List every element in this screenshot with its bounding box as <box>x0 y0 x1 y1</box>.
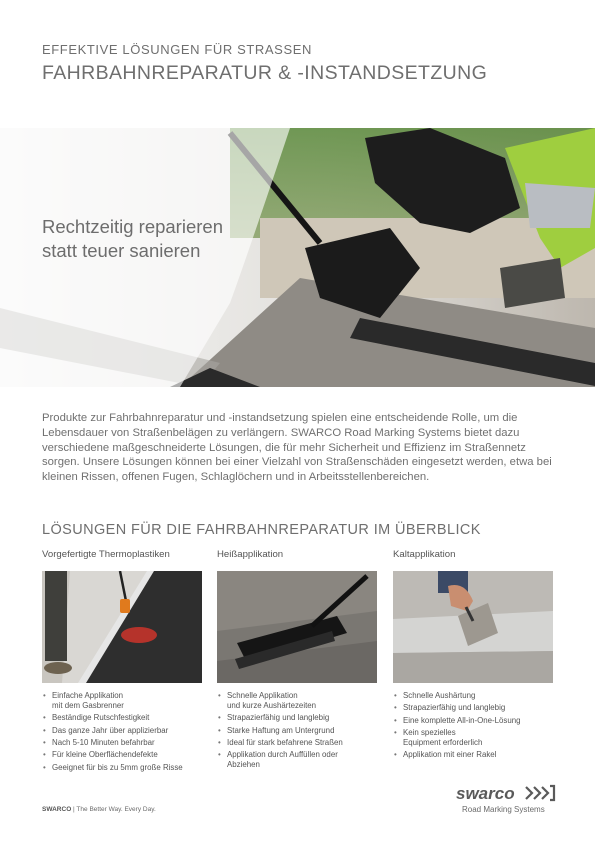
thermoplastic-photo <box>42 571 202 683</box>
feature-item: • Beständige Rutschfestigkeit <box>42 713 202 723</box>
feature-item: • Eine komplette All-in-One-Lösung <box>393 716 553 726</box>
feature-item: • Geeignet für bis zu 5mm große Risse <box>42 763 202 773</box>
hero-slogan-line2: statt teuer sanieren <box>42 240 201 261</box>
feature-item: • Strapazierfähig und langlebig <box>217 713 377 723</box>
feature-item: • Applikation mit einer Rakel <box>393 750 553 760</box>
feature-item: • Für kleine Oberflächendefekte <box>42 750 202 760</box>
column-title: Kaltapplikation <box>393 549 456 560</box>
logo-subline: Road Marking Systems <box>462 805 545 814</box>
solution-column-cold-application <box>393 549 553 763</box>
feature-item: • Applikation durch Auffüllen oder Abziehen <box>217 750 377 770</box>
feature-list <box>217 691 377 770</box>
feature-item: • Das ganze Jahr über applizierbar <box>42 726 202 736</box>
feature-item: • Kein spezielles Equipment erforderlich <box>393 728 553 748</box>
hot-application-photo <box>217 571 377 683</box>
feature-item: • Ideal für stark befahrene Straßen <box>217 738 377 748</box>
eyebrow-heading: EFFEKTIVE LÖSUNGEN FÜR STRASSEN <box>42 42 312 57</box>
footer-tagline-text: | The Better Way. Every Day. <box>71 806 156 813</box>
feature-list <box>393 691 553 760</box>
swarco-logo <box>456 783 566 803</box>
feature-item: • Einfache Applikation mit dem Gasbrenner <box>42 691 202 711</box>
cold-application-photo <box>393 571 553 683</box>
feature-item: • Schnelle Applikation und kurze Aushärtezeiten <box>217 691 377 711</box>
feature-list <box>42 691 202 773</box>
logo-wordmark: swarco <box>456 784 515 803</box>
hero-slogan <box>42 215 223 263</box>
column-title: Heißapplikation <box>217 549 284 560</box>
overview-heading: LÖSUNGEN FÜR DIE FAHRBAHNREPARATUR IM ÜBERBLICK <box>42 522 481 538</box>
footer-brand: SWARCO <box>42 806 72 813</box>
intro-paragraph: Produkte zur Fahrbahnreparatur und -instandsetzung spielen eine entscheidende Rolle, um die Lebensdauer von Straßenbelägen zu verlängern. SWARCO Road Marking Systems bietet dazu verschiedene maßgeschneiderte Lösungen, die für mehr Sicherheit und Effizienz im Straßennetz sorgen. Unsere Lösungen können bei einer Vielzahl von Straßenschäden eingesetzt werden, etwa bei kleinen Rissen, offenen Fugen, Schlaglöchern und in Arbeitsstellenbereichen. <box>42 412 552 484</box>
page-header <box>42 42 572 86</box>
page-title: FAHRBAHNREPARATUR & -INSTANDSETZUNG <box>42 62 488 84</box>
logo-emblem-icon <box>526 786 554 800</box>
column-title: Vorgefertigte Thermoplastiken <box>42 549 170 560</box>
solution-column-thermoplastic <box>42 549 202 775</box>
footer-tagline <box>42 806 156 813</box>
feature-item: • Starke Haftung am Untergrund <box>217 726 377 736</box>
feature-item: • Nach 5-10 Minuten befahrbar <box>42 738 202 748</box>
solution-column-hot-application <box>217 549 377 773</box>
feature-item: • Strapazierfähig und langlebig <box>393 703 553 713</box>
hero-slogan-line1: Rechtzeitig reparieren <box>42 216 223 237</box>
feature-item: • Schnelle Aushärtung <box>393 691 553 701</box>
